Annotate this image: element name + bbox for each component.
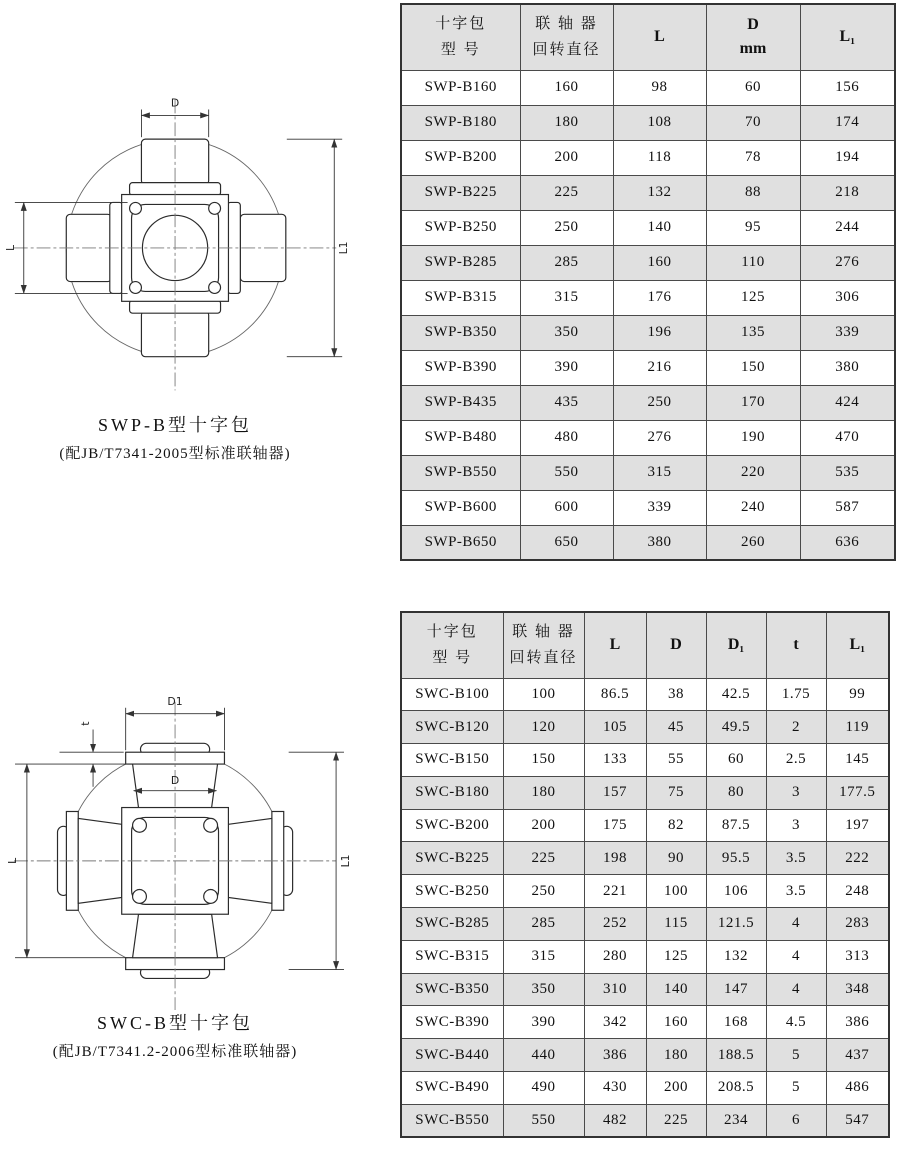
table-row: [401, 1104, 889, 1137]
table-row: [401, 70, 895, 105]
table-cell: SWC-B150: [401, 744, 503, 777]
table-cell: 121.5: [706, 908, 766, 941]
table-cell: 180: [503, 776, 584, 809]
dim-label-l: L: [6, 857, 20, 864]
swp-caption-title: SWP-B型十字包: [97, 415, 252, 435]
table-cell: SWP-B200: [401, 140, 520, 175]
table-cell: 315: [503, 940, 584, 973]
column-header: 十字包 型 号: [401, 612, 503, 678]
table-cell: 650: [520, 525, 613, 560]
table-row: [401, 420, 895, 455]
dim-label-l1: L1: [337, 241, 351, 255]
table-cell: 145: [826, 744, 889, 777]
table-cell: 244: [800, 210, 895, 245]
table-cell: 535: [800, 455, 895, 490]
table-cell: 218: [800, 175, 895, 210]
table-cell: 276: [613, 420, 706, 455]
swp-spec-table: [400, 3, 896, 561]
table-cell: 88: [706, 175, 800, 210]
table-cell: SWC-B200: [401, 809, 503, 842]
table-cell: 120: [503, 711, 584, 744]
table-cell: 125: [646, 940, 706, 973]
table-cell: 168: [706, 1006, 766, 1039]
table-cell: SWC-B315: [401, 940, 503, 973]
table-cell: SWC-B285: [401, 908, 503, 941]
table-cell: 3: [766, 809, 826, 842]
swp-cross-diagram: [2, 86, 358, 396]
table-cell: 95: [706, 210, 800, 245]
table-cell: 180: [520, 105, 613, 140]
table-cell: 176: [613, 280, 706, 315]
table-row: [401, 105, 895, 140]
table-cell: 95.5: [706, 842, 766, 875]
table-cell: 38: [646, 678, 706, 711]
column-header: 联 轴 器 回转直径: [503, 612, 584, 678]
table-cell: 60: [706, 70, 800, 105]
table-cell: 132: [613, 175, 706, 210]
table-cell: SWC-B120: [401, 711, 503, 744]
table-cell: SWP-B650: [401, 525, 520, 560]
table-row: [401, 1006, 889, 1039]
table-cell: SWP-B285: [401, 245, 520, 280]
table-cell: 180: [646, 1039, 706, 1072]
table-cell: SWP-B180: [401, 105, 520, 140]
table-cell: 147: [706, 973, 766, 1006]
table-cell: 70: [706, 105, 800, 140]
table-cell: 86.5: [584, 678, 646, 711]
table-cell: 170: [706, 385, 800, 420]
table-cell: 250: [613, 385, 706, 420]
table-cell: 75: [646, 776, 706, 809]
table-row: [401, 973, 889, 1006]
column-header: L: [613, 4, 706, 70]
table-cell: 80: [706, 776, 766, 809]
table-cell: SWC-B440: [401, 1039, 503, 1072]
table-cell: 135: [706, 315, 800, 350]
table-cell: 200: [520, 140, 613, 175]
table-cell: SWP-B250: [401, 210, 520, 245]
table-cell: 150: [503, 744, 584, 777]
table-cell: SWP-B390: [401, 350, 520, 385]
dim-label-d: D: [170, 96, 180, 110]
table-cell: 82: [646, 809, 706, 842]
table-cell: 45: [646, 711, 706, 744]
table-cell: 386: [584, 1039, 646, 1072]
table-cell: 225: [503, 842, 584, 875]
header-row: [401, 4, 895, 70]
table-cell: 100: [646, 875, 706, 908]
table-cell: 342: [584, 1006, 646, 1039]
table-cell: 430: [584, 1072, 646, 1105]
table-cell: 339: [613, 490, 706, 525]
table-cell: 108: [613, 105, 706, 140]
column-header: L: [584, 612, 646, 678]
table-cell: 2: [766, 711, 826, 744]
table-cell: 234: [706, 1104, 766, 1137]
table-cell: 140: [613, 210, 706, 245]
table-cell: 49.5: [706, 711, 766, 744]
table-cell: 87.5: [706, 809, 766, 842]
table-cell: 174: [800, 105, 895, 140]
table-cell: 140: [646, 973, 706, 1006]
table-cell: 42.5: [706, 678, 766, 711]
table-cell: 157: [584, 776, 646, 809]
table-cell: 125: [706, 280, 800, 315]
table-cell: 160: [520, 70, 613, 105]
table-cell: SWP-B480: [401, 420, 520, 455]
table-cell: 197: [826, 809, 889, 842]
table-cell: 78: [706, 140, 800, 175]
table-cell: 248: [826, 875, 889, 908]
column-header: 联 轴 器 回转直径: [520, 4, 613, 70]
table-row: [401, 350, 895, 385]
table-cell: 386: [826, 1006, 889, 1039]
dim-label-l1: L1: [338, 854, 352, 868]
table-cell: 2.5: [766, 744, 826, 777]
table-cell: 600: [520, 490, 613, 525]
table-cell: 190: [706, 420, 800, 455]
swc-caption-subtitle: (配JB/T7341.2-2006型标准联轴器): [52, 1044, 298, 1060]
table-cell: 110: [706, 245, 800, 280]
table-cell: 133: [584, 744, 646, 777]
table-cell: 440: [503, 1039, 584, 1072]
table-cell: 115: [646, 908, 706, 941]
table-cell: 480: [520, 420, 613, 455]
column-header: L₁: [826, 612, 889, 678]
table-cell: 276: [800, 245, 895, 280]
table-cell: 198: [584, 842, 646, 875]
table-cell: 220: [706, 455, 800, 490]
column-header: L₁: [800, 4, 895, 70]
table-cell: 285: [520, 245, 613, 280]
table-cell: 252: [584, 908, 646, 941]
table-cell: 390: [503, 1006, 584, 1039]
table-row: [401, 455, 895, 490]
table-cell: 348: [826, 973, 889, 1006]
table-row: [401, 711, 889, 744]
table-cell: 100: [503, 678, 584, 711]
table-cell: 547: [826, 1104, 889, 1137]
dim-label-d1: D1: [167, 694, 183, 708]
table-cell: 105: [584, 711, 646, 744]
swc-caption: [0, 1010, 350, 1065]
table-cell: SWP-B550: [401, 455, 520, 490]
table-cell: 380: [800, 350, 895, 385]
table-cell: 470: [800, 420, 895, 455]
table-cell: 283: [826, 908, 889, 941]
dim-label-d: D: [170, 773, 180, 787]
table-row: [401, 678, 889, 711]
table-cell: 119: [826, 711, 889, 744]
table-cell: 3: [766, 776, 826, 809]
dim-t: [59, 729, 123, 786]
table-cell: SWP-B350: [401, 315, 520, 350]
table-row: [401, 1072, 889, 1105]
table-row: [401, 776, 889, 809]
table-cell: SWC-B250: [401, 875, 503, 908]
table-row: [401, 525, 895, 560]
table-cell: 390: [520, 350, 613, 385]
table-cell: 6: [766, 1104, 826, 1137]
table-cell: 1.75: [766, 678, 826, 711]
dim-label-t: t: [79, 721, 93, 726]
column-header: D mm: [706, 4, 800, 70]
table-cell: 315: [613, 455, 706, 490]
table-cell: 98: [613, 70, 706, 105]
table-cell: 550: [520, 455, 613, 490]
table-cell: 4: [766, 908, 826, 941]
table-row: [401, 875, 889, 908]
table-cell: 118: [613, 140, 706, 175]
table-cell: 225: [520, 175, 613, 210]
table-row: [401, 490, 895, 525]
table-cell: 132: [706, 940, 766, 973]
table-cell: 437: [826, 1039, 889, 1072]
table-cell: 250: [503, 875, 584, 908]
table-cell: 222: [826, 842, 889, 875]
table-cell: 424: [800, 385, 895, 420]
table-cell: 90: [646, 842, 706, 875]
table-cell: 60: [706, 744, 766, 777]
column-header: D: [646, 612, 706, 678]
table-cell: 435: [520, 385, 613, 420]
table-cell: 4: [766, 973, 826, 1006]
table-cell: 280: [584, 940, 646, 973]
table-cell: SWP-B160: [401, 70, 520, 105]
table-row: [401, 842, 889, 875]
table-cell: 200: [503, 809, 584, 842]
table-cell: 250: [520, 210, 613, 245]
column-header: 十字包 型 号: [401, 4, 520, 70]
table-cell: 216: [613, 350, 706, 385]
table-cell: SWC-B180: [401, 776, 503, 809]
table-cell: 175: [584, 809, 646, 842]
table-row: [401, 809, 889, 842]
table-cell: SWC-B550: [401, 1104, 503, 1137]
swc-caption-title: SWC-B型十字包: [96, 1013, 253, 1033]
table-row: [401, 245, 895, 280]
table-cell: SWC-B390: [401, 1006, 503, 1039]
dim-label-l: L: [3, 244, 17, 251]
swp-caption: [0, 412, 350, 467]
table-row: [401, 175, 895, 210]
table-cell: 150: [706, 350, 800, 385]
table-cell: 587: [800, 490, 895, 525]
table-row: [401, 744, 889, 777]
table-cell: 490: [503, 1072, 584, 1105]
table-cell: 5: [766, 1039, 826, 1072]
table-cell: 339: [800, 315, 895, 350]
table-cell: 315: [520, 280, 613, 315]
table-cell: 221: [584, 875, 646, 908]
column-header: t: [766, 612, 826, 678]
table-cell: 4: [766, 940, 826, 973]
table-cell: 310: [584, 973, 646, 1006]
table-cell: 550: [503, 1104, 584, 1137]
table-cell: 99: [826, 678, 889, 711]
table-cell: 240: [706, 490, 800, 525]
table-cell: 380: [613, 525, 706, 560]
table-cell: SWP-B225: [401, 175, 520, 210]
column-header: D₁: [706, 612, 766, 678]
table-cell: 196: [613, 315, 706, 350]
table-cell: 160: [613, 245, 706, 280]
table-cell: 3.5: [766, 842, 826, 875]
table-cell: 188.5: [706, 1039, 766, 1072]
table-cell: SWP-B435: [401, 385, 520, 420]
table-cell: 486: [826, 1072, 889, 1105]
table-cell: 208.5: [706, 1072, 766, 1105]
table-cell: SWP-B600: [401, 490, 520, 525]
table-cell: 55: [646, 744, 706, 777]
swc-spec-table: [400, 611, 890, 1138]
swc-cross-diagram: [2, 688, 358, 1014]
table-row: [401, 315, 895, 350]
table-row: [401, 140, 895, 175]
table-cell: 3.5: [766, 875, 826, 908]
table-cell: 482: [584, 1104, 646, 1137]
table-cell: 5: [766, 1072, 826, 1105]
table-cell: SWC-B490: [401, 1072, 503, 1105]
table-cell: 194: [800, 140, 895, 175]
table-cell: 313: [826, 940, 889, 973]
table-cell: 350: [520, 315, 613, 350]
table-cell: 636: [800, 525, 895, 560]
table-row: [401, 1039, 889, 1072]
table-cell: 106: [706, 875, 766, 908]
table-cell: 225: [646, 1104, 706, 1137]
table-cell: 177.5: [826, 776, 889, 809]
table-cell: 156: [800, 70, 895, 105]
table-cell: 160: [646, 1006, 706, 1039]
table-row: [401, 385, 895, 420]
table-cell: 4.5: [766, 1006, 826, 1039]
table-row: [401, 908, 889, 941]
table-row: [401, 940, 889, 973]
header-row: [401, 612, 889, 678]
table-cell: 306: [800, 280, 895, 315]
table-cell: SWP-B315: [401, 280, 520, 315]
table-cell: SWC-B100: [401, 678, 503, 711]
table-cell: 350: [503, 973, 584, 1006]
table-row: [401, 210, 895, 245]
swp-caption-subtitle: (配JB/T7341-2005型标准联轴器): [59, 446, 291, 462]
table-row: [401, 280, 895, 315]
table-cell: 285: [503, 908, 584, 941]
table-cell: SWC-B225: [401, 842, 503, 875]
table-cell: 260: [706, 525, 800, 560]
table-cell: SWC-B350: [401, 973, 503, 1006]
table-cell: 200: [646, 1072, 706, 1105]
